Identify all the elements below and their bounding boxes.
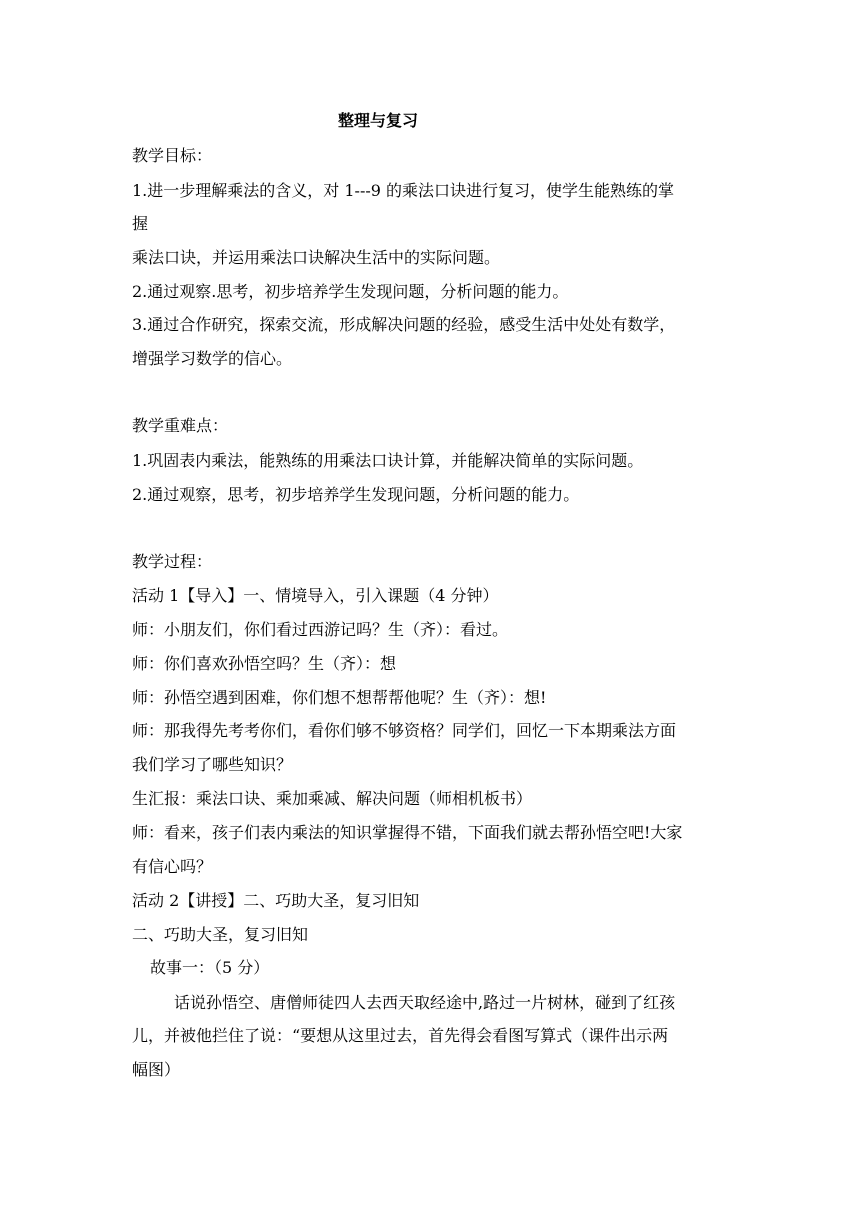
section-heading-objectives: 教学目标： <box>132 146 213 165</box>
part-2-heading: 二、巧助大圣，复习旧知 <box>132 925 309 944</box>
story-paragraph-line-2: 儿，并被他拦住了说：“要想从这里过去，首先得会看图写算式（课件出示两 <box>132 1026 669 1045</box>
dialogue-line-continued: 我们学习了哪些知识？ <box>132 755 293 774</box>
section-heading-process: 教学过程： <box>132 552 213 571</box>
dialogue-line-continued: 有信心吗？ <box>132 857 213 876</box>
objective-2: 2.通过观察.思考，初步培养学生发现问题，分析问题的能力。 <box>132 282 569 301</box>
activity-2-heading: 活动 2【讲授】二、巧助大圣，复习旧知 <box>132 891 420 910</box>
objective-1-line-1: 1.进一步理解乘法的含义，对 1---9 的乘法口诀进行复习，使学生能熟练的掌 <box>132 181 675 200</box>
key-point-1: 1.巩固表内乘法，能熟练的用乘法口诀计算，并能解决简单的实际问题。 <box>132 451 644 470</box>
story-paragraph-line-3: 幅图） <box>132 1060 181 1079</box>
key-point-2: 2.通过观察，思考，初步培养学生发现问题，分析问题的能力。 <box>132 485 580 504</box>
dialogue-line: 师：小朋友们，你们看过西游记吗？生（齐）：看过。 <box>132 620 509 639</box>
objective-3-line-1: 3.通过合作研究，探索交流，形成解决问题的经验，感受生活中处处有数学， <box>132 315 676 334</box>
objective-1-line-3: 乘法口诀，并运用乘法口诀解决生活中的实际问题。 <box>132 248 501 267</box>
dialogue-line: 师：看来，孩子们表内乘法的知识掌握得不错，下面我们就去帮孙悟空吧!大家 <box>132 823 683 842</box>
story-1-heading: 故事一：（5 分） <box>150 958 270 977</box>
activity-1-heading: 活动 1【导入】一、情境导入，引入课题（4 分钟） <box>132 586 499 605</box>
objective-3-line-2: 增强学习数学的信心。 <box>132 349 293 368</box>
dialogue-line: 师：孙悟空遇到困难，你们想不想帮帮他呢？生（齐）：想! <box>132 688 547 707</box>
objective-1-line-2: 握 <box>132 214 149 233</box>
dialogue-line: 师：你们喜欢孙悟空吗？生（齐）：想 <box>132 654 397 673</box>
story-paragraph-line-1: 话说孙悟空、唐僧师徒四人去西天取经途中,路过一片树林，碰到了红孩 <box>174 993 676 1012</box>
dialogue-line: 师：那我得先考考你们，看你们够不够资格？同学们，回忆一下本期乘法方面 <box>132 721 677 740</box>
document-title: 整理与复习 <box>338 111 419 130</box>
student-report-line: 生汇报：乘法口诀、乘加乘减、解决问题（师相机板书） <box>132 789 533 808</box>
section-heading-key-points: 教学重难点： <box>132 416 229 435</box>
